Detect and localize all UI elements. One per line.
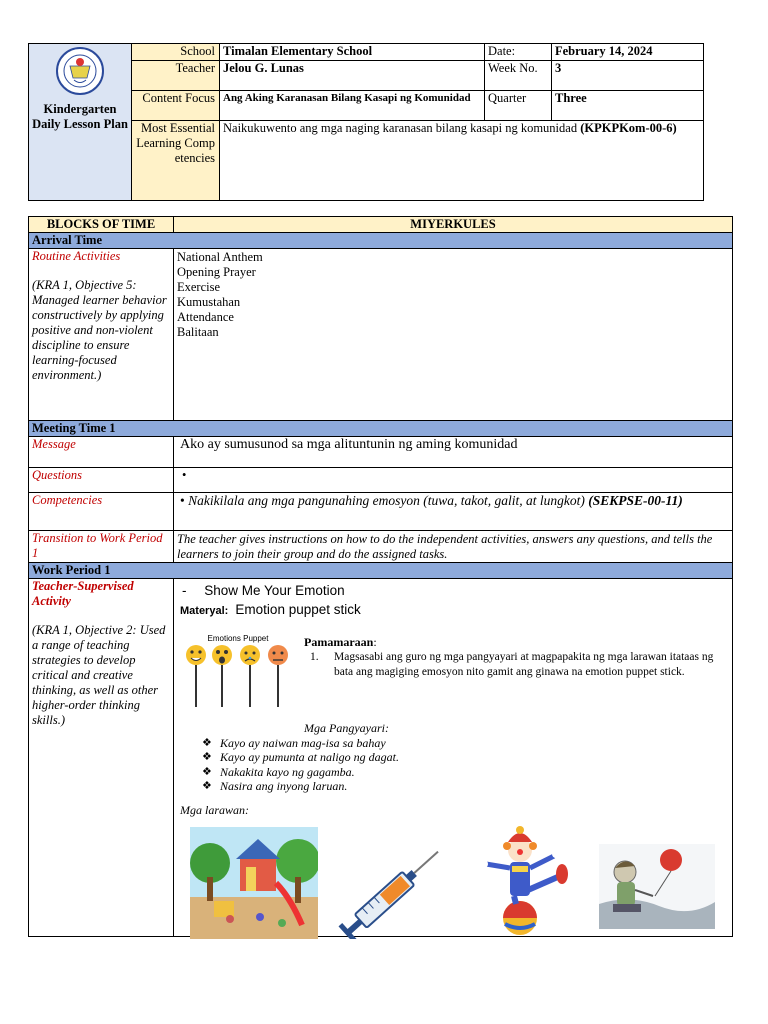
school-label: School (132, 44, 220, 61)
quarter-value: Three (552, 91, 704, 121)
arrival-items-cell (174, 249, 733, 421)
pamamaraan-colon: : (373, 635, 377, 649)
arrival-label-cell (29, 249, 174, 421)
work-content (174, 579, 732, 929)
arrival-kra-note: (KRA 1, Objective 5: Managed learner behavior constructively by applying positive and non-violent discipline to ensure learning-focused environment.) (32, 278, 167, 382)
puppet-title: Emotions Puppet (207, 634, 269, 643)
pamamaraan-label: Pamamaraan (304, 635, 374, 649)
melc-value (220, 121, 704, 201)
routine-label: Routine Activities (32, 249, 121, 263)
routine-item: Balitaan (177, 325, 219, 339)
pangyayari-label: Mga Pangyayari: (304, 721, 389, 735)
content-focus-label: Content Focus (132, 91, 220, 121)
section-meeting: Meeting Time 1 (29, 421, 733, 437)
week-label: Week No. (485, 61, 552, 91)
activity-dash: - (182, 583, 187, 598)
week-value: 3 (552, 61, 704, 91)
competencies-cell (174, 493, 733, 531)
day-header: MIYERKULES (174, 217, 733, 233)
section-work-period: Work Period 1 (29, 563, 733, 579)
questions-label: Questions (29, 468, 174, 493)
section-arrival: Arrival Time (29, 233, 733, 249)
questions-bullet: • (174, 468, 733, 493)
routine-item: Kumustahan (177, 295, 241, 309)
quarter-label: Quarter (485, 91, 552, 121)
teacher-label: Teacher (132, 61, 220, 91)
melc-label: Most Essential Learning Competencies (132, 121, 220, 201)
date-value: February 14, 2024 (552, 44, 704, 61)
pamamaraan-line (304, 635, 377, 650)
materyal-label: Materyal: (180, 605, 229, 617)
step-number: 1. (310, 651, 319, 663)
routine-item: Attendance (177, 310, 234, 324)
work-label-cell (29, 579, 174, 937)
blocks-of-time-header: BLOCKS OF TIME (29, 217, 174, 233)
materyal-line (180, 602, 361, 619)
content-focus-value: Ang Aking Karanasan Bilang Kasapi ng Komunidad (220, 91, 485, 121)
activity-line (182, 583, 345, 598)
daily-plan-table (28, 216, 733, 937)
syringe-picture (334, 839, 456, 939)
logo-title: Kindergarten Daily Lesson Plan (32, 102, 128, 131)
broken-toy-child-picture (599, 844, 715, 929)
clown-toy-picture (474, 824, 570, 936)
competency-code: (SEKPSE-00-11) (588, 493, 683, 508)
competency-bullet: • (180, 493, 185, 508)
playground-picture (190, 827, 318, 939)
transition-label: Transition to Work Period 1 (29, 531, 174, 563)
competencies-label: Competencies (29, 493, 174, 531)
step-text: Magsasabi ang guro ng mga pangyayari at magpapakita ng mga larawan itataas ng bata ang magiging emosyon nito gamit ang ginawa na emotion puppet stick. (334, 651, 714, 678)
message-label: Message (29, 437, 174, 468)
list-item: ❖ Kayo ay pumunta at naligo ng dagat. (202, 750, 399, 764)
emotions-puppet-image (182, 631, 294, 711)
teacher-supervised-label: Teacher-Supervised Activity (32, 579, 134, 608)
routine-item: National Anthem (177, 250, 263, 264)
lesson-plan-header (28, 43, 704, 201)
transition-text: The teacher gives instructions on how to do the independent activities, answers any questions, and tells the learners to join their group and do the assigned tasks. (174, 531, 733, 563)
routine-item: Exercise (177, 280, 221, 294)
melc-code: (KPKPKom-00-6) (580, 121, 677, 135)
routine-item: Opening Prayer (177, 265, 256, 279)
work-content-cell (174, 579, 733, 937)
list-item: ❖ Nasira ang inyong laruan. (202, 779, 399, 793)
date-label: Date: (485, 44, 552, 61)
list-item: ❖ Nakakita kayo ng gagamba. (202, 765, 399, 779)
competency-text: Nakikilala ang mga pangunahing emosyon (tuwa, takot, galit, at lungkot) (188, 493, 589, 508)
teacher-value: Jelou G. Lunas (220, 61, 485, 91)
work-kra-note: (KRA 1, Objective 2: Used a range of teaching strategies to develop critical and creative thinking, as well as other higher-order thinking skills.) (32, 623, 166, 727)
pangyayari-list (202, 736, 399, 793)
deped-seal-icon (51, 46, 109, 96)
larawan-label: Mga larawan: (180, 803, 249, 817)
school-value: Timalan Elementary School (220, 44, 485, 61)
materyal-value: Emotion puppet stick (235, 602, 361, 617)
list-item: ❖ Kayo ay naiwan mag-isa sa bahay (202, 736, 399, 750)
activity-title: Show Me Your Emotion (204, 583, 345, 598)
logo-cell (29, 44, 132, 201)
melc-text: Naikukuwento ang mga naging karanasan bilang kasapi ng komunidad (223, 121, 581, 135)
emotion-puppet-sticks-icon (182, 643, 294, 709)
message-text: Ako ay sumusunod sa mga alituntunin ng aming komunidad (174, 437, 733, 468)
